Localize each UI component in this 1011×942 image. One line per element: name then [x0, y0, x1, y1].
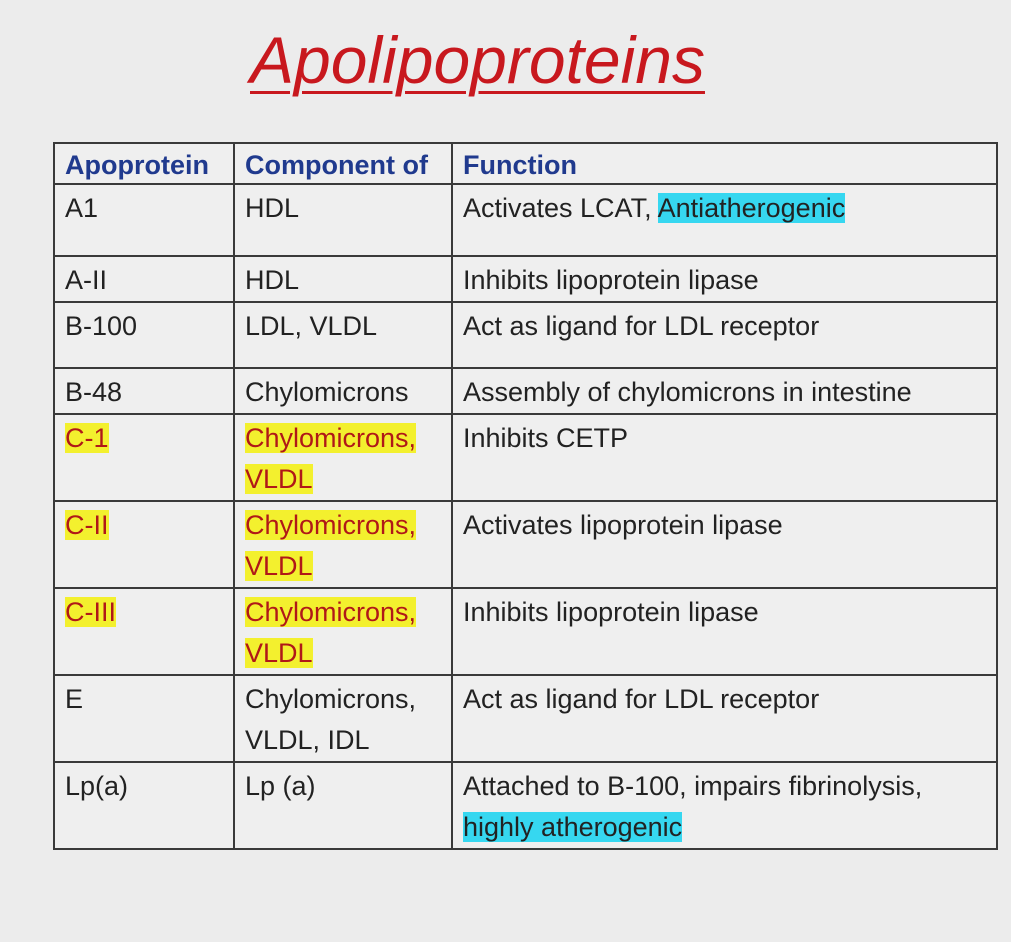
cell-component: LDL, VLDL	[234, 302, 452, 368]
cell-component: Chylomicrons	[234, 368, 452, 414]
header-function: Function	[452, 143, 997, 184]
apoprotein-highlight: C-1	[65, 423, 109, 453]
cell-component	[234, 588, 452, 675]
cell-apoprotein: B-100	[54, 302, 234, 368]
component-line2: VLDL	[245, 638, 313, 668]
cell-apoprotein: B-48	[54, 368, 234, 414]
cell-function: Activates lipoprotein lipase	[452, 501, 997, 588]
table-header-row	[54, 143, 997, 184]
cell-apoprotein: A1	[54, 184, 234, 256]
table-row	[54, 368, 997, 414]
function-highlight: highly atherogenic	[463, 812, 683, 842]
cell-apoprotein	[54, 414, 234, 501]
page-title: Apolipoproteins	[250, 23, 705, 97]
header-apoprotein: Apoprotein	[54, 143, 234, 184]
table-row	[54, 302, 997, 368]
cell-apoprotein: E	[54, 675, 234, 762]
cell-function: Inhibits lipoprotein lipase	[452, 588, 997, 675]
table-row	[54, 501, 997, 588]
component-line1: Chylomicrons,	[245, 423, 417, 453]
component-line1: Chylomicrons,	[245, 510, 417, 540]
cell-function: Act as ligand for LDL receptor	[452, 302, 997, 368]
cell-function: Inhibits CETP	[452, 414, 997, 501]
cell-apoprotein: A-II	[54, 256, 234, 302]
cell-apoprotein: Lp(a)	[54, 762, 234, 849]
cell-component	[234, 675, 452, 762]
cell-component: Lp (a)	[234, 762, 452, 849]
cell-apoprotein	[54, 501, 234, 588]
component-line2: VLDL	[245, 464, 313, 494]
apoprotein-highlight: C-III	[65, 597, 116, 627]
cell-apoprotein	[54, 588, 234, 675]
table-row	[54, 675, 997, 762]
table-row	[54, 414, 997, 501]
component-line1: Chylomicrons,	[245, 684, 417, 714]
cell-component: HDL	[234, 184, 452, 256]
cell-function: Assembly of chylomicrons in intestine	[452, 368, 997, 414]
cell-component	[234, 501, 452, 588]
apolipoprotein-table	[53, 142, 998, 850]
table-row	[54, 256, 997, 302]
component-line2: VLDL	[245, 551, 313, 581]
function-text: Attached to B-100, impairs fibrinolysis,	[463, 771, 923, 801]
cell-function: Inhibits lipoprotein lipase	[452, 256, 997, 302]
cell-function: Act as ligand for LDL receptor	[452, 675, 997, 762]
table-row	[54, 184, 997, 256]
component-line1: Chylomicrons,	[245, 597, 417, 627]
cell-component: HDL	[234, 256, 452, 302]
apoprotein-highlight: C-II	[65, 510, 109, 540]
table-row	[54, 588, 997, 675]
component-line2: VLDL, IDL	[245, 725, 370, 755]
table-row	[54, 762, 997, 849]
cell-component	[234, 414, 452, 501]
cell-function	[452, 184, 997, 256]
function-highlight: Antiatherogenic	[657, 193, 846, 223]
cell-function	[452, 762, 997, 849]
header-component-of: Component of	[234, 143, 452, 184]
function-text: Activates LCAT,	[463, 193, 658, 223]
